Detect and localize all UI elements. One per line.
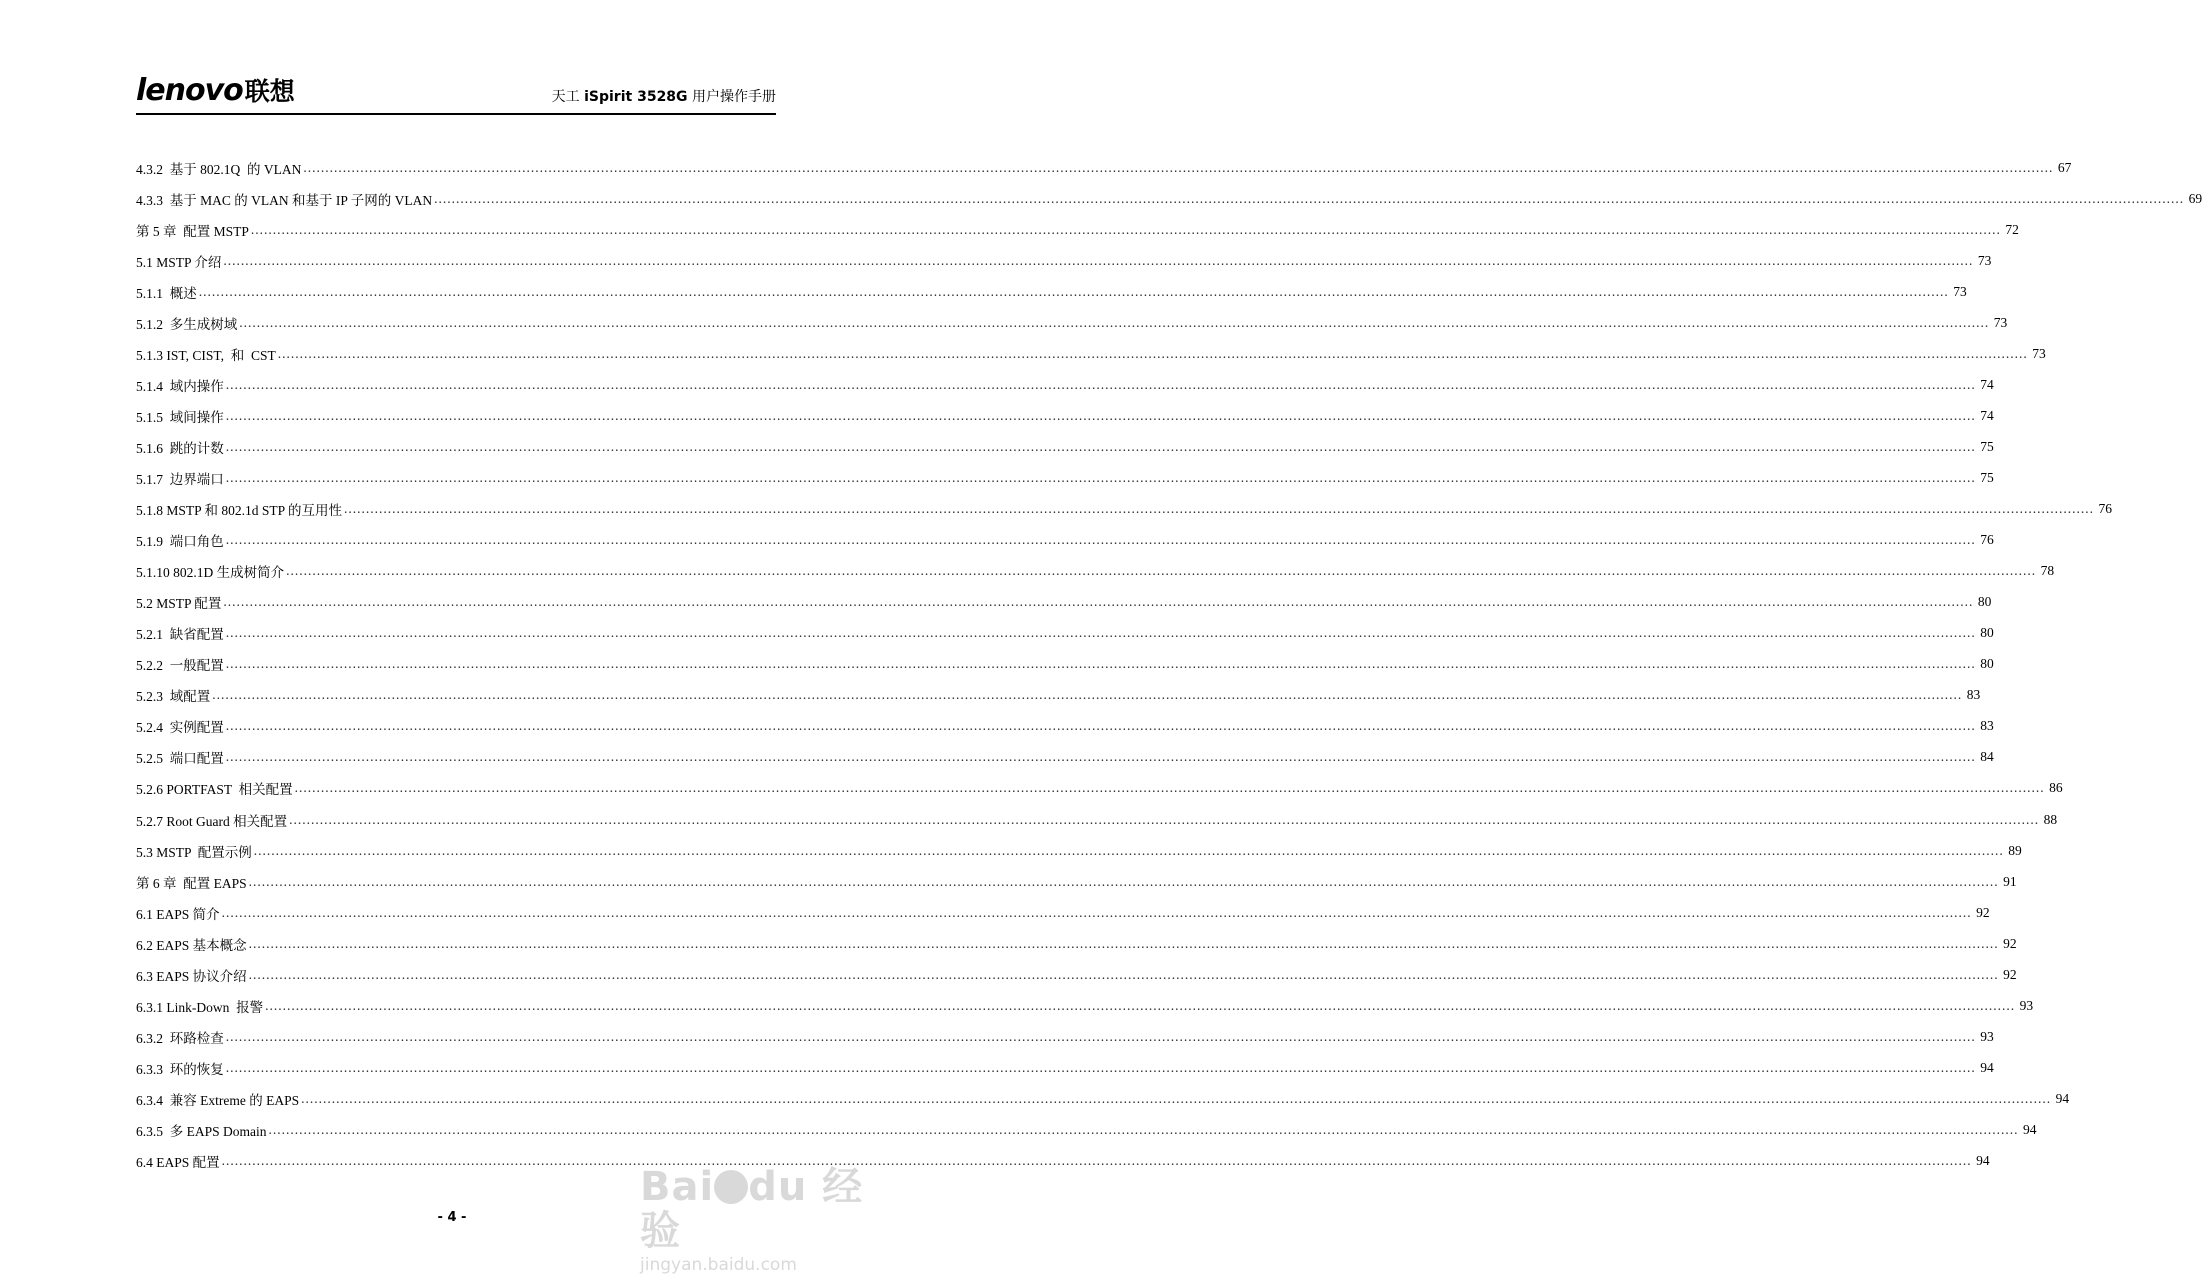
toc-entry-title: 4.3.2 基于 802.1Q 的 VLAN [136,161,302,177]
toc-dot-leader: ................................................................................................................................................................................................................................................................................................................................................................................................................ [344,501,2095,517]
toc-entry-page: 74 [1980,407,1994,423]
toc-entry[interactable] [136,431,1994,462]
toc-entry[interactable] [136,711,1994,742]
toc-entry-page: 76 [1980,532,1994,548]
toc-entry-page: 88 [2043,811,2058,827]
toc-entry-page: 94 [2055,1090,2070,1106]
document-title: 天工 iSpirit 3528G 用户操作手册 [551,89,776,105]
toc-entry[interactable] [136,462,1994,493]
toc-entry[interactable] [136,804,2058,835]
toc-entry[interactable] [136,525,1994,556]
toc-entry-title: 5.1.9 端口角色 [136,534,224,550]
toc-dot-leader: ................................................................................................................................................................................................................................................................................................................................................................................................................ [221,1153,1972,1169]
toc-dot-leader: ................................................................................................................................................................................................................................................................................................................................................................................................................ [248,873,1999,889]
toc-entry-title: 6.2 EAPS 基本概念 [136,937,247,953]
toc-entry[interactable] [136,556,2055,587]
toc-dot-leader: ................................................................................................................................................................................................................................................................................................................................................................................................................ [239,314,1990,330]
toc-entry-page: 83 [1980,718,1994,734]
toc-entry-page: 80 [1980,656,1994,672]
toc-dot-leader: ................................................................................................................................................................................................................................................................................................................................................................................................................ [225,1028,1976,1044]
toc-entry-title: 6.3.2 环路检查 [136,1030,224,1046]
toc-dot-leader: ................................................................................................................................................................................................................................................................................................................................................................................................................ [277,345,2028,361]
toc-entry-page: 69 [2188,190,2202,206]
toc-entry[interactable] [136,183,2202,214]
toc-entry[interactable] [136,1083,2070,1114]
toc-entry-title: 5.3 MSTP 配置示例 [136,844,252,860]
toc-entry-page: 72 [2005,221,2019,237]
toc-entry-page: 73 [1977,252,1992,268]
toc-entry[interactable] [136,959,2017,990]
toc-dot-leader: ................................................................................................................................................................................................................................................................................................................................................................................................................ [294,780,2045,796]
toc-entry[interactable] [136,214,2019,245]
toc-entry-title: 6.3.1 Link-Down 报警 [136,999,264,1015]
toc-entry-title: 5.1.5 域间操作 [136,409,224,425]
toc-dot-leader: ................................................................................................................................................................................................................................................................................................................................................................................................................ [301,1090,2052,1106]
toc-entry-title: 5.1.10 802.1D 生成树简介 [136,565,285,581]
toc-dot-leader: ................................................................................................................................................................................................................................................................................................................................................................................................................ [223,594,1974,610]
toc-entry-title: 5.2.1 缺省配置 [136,627,224,643]
toc-entry-page: 94 [1980,1059,1994,1075]
toc-entry-page: 94 [1976,1153,1990,1169]
toc-dot-leader: ................................................................................................................................................................................................................................................................................................................................................................................................................ [198,283,1949,299]
toc-entry-page: 74 [1980,376,1994,392]
toc-entry[interactable] [136,338,2046,369]
toc-entry-page: 73 [1953,283,1967,299]
toc-entry-title: 5.2.3 域配置 [136,689,211,705]
toc-entry-page: 73 [2032,345,2046,361]
toc-entry[interactable] [136,152,2072,183]
toc-entry-page: 91 [2003,873,2017,889]
toc-entry-title: 6.4 EAPS 配置 [136,1155,220,1171]
paw-icon [714,1170,748,1204]
toc-entry-title: 5.1.6 跳的计数 [136,440,224,456]
toc-entry-title: 5.1.4 域内操作 [136,378,224,394]
toc-entry-page: 80 [1980,625,1994,641]
toc-dot-leader: ................................................................................................................................................................................................................................................................................................................................................................................................................ [265,997,2016,1013]
toc-entry[interactable] [136,1052,1994,1083]
toc-entry-page: 94 [2023,1121,2037,1137]
toc-entry-page: 89 [2008,842,2022,858]
toc-entry[interactable] [136,742,1994,773]
toc-entry-page: 67 [2057,159,2072,175]
toc-dot-leader: ................................................................................................................................................................................................................................................................................................................................................................................................................ [225,469,1976,485]
toc-dot-leader: ................................................................................................................................................................................................................................................................................................................................................................................................................ [225,718,1976,734]
toc-entry-title: 5.2.6 PORTFAST 相关配置 [136,782,293,798]
toc-dot-leader: ................................................................................................................................................................................................................................................................................................................................................................................................................ [225,376,1976,392]
toc-dot-leader: ................................................................................................................................................................................................................................................................................................................................................................................................................ [225,438,1976,454]
toc-dot-leader: ................................................................................................................................................................................................................................................................................................................................................................................................................ [303,159,2054,175]
toc-entry-title: 5.1.3 IST, CIST, 和 CST [136,347,276,363]
toc-entry-page: 92 [2003,966,2017,982]
table-of-contents [136,152,2202,1177]
header-divider [136,113,776,115]
toc-entry[interactable] [136,928,2017,959]
toc-entry[interactable] [136,680,1981,711]
toc-dot-leader: ................................................................................................................................................................................................................................................................................................................................................................................................................ [250,221,2001,237]
toc-entry[interactable] [136,897,1990,928]
toc-entry-page: 93 [2019,997,2034,1013]
toc-entry-page: 92 [1976,904,1990,920]
toc-entry-title: 4.3.3 基于 MAC 的 VLAN 和基于 IP 子网的 VLAN [136,192,433,208]
toc-entry-title: 第 6 章 配置 EAPS [136,875,247,891]
toc-entry-title: 6.3.3 环的恢复 [136,1061,224,1077]
toc-entry-title: 5.1 MSTP 介绍 [136,254,222,270]
toc-dot-leader: ................................................................................................................................................................................................................................................................................................................................................................................................................ [286,563,2037,579]
toc-entry-page: 84 [1980,749,1994,765]
toc-entry-page: 73 [1993,314,2008,330]
toc-entry[interactable] [136,866,2017,897]
toc-entry[interactable] [136,1021,1994,1052]
toc-entry[interactable] [136,587,1992,618]
toc-entry-page: 86 [2049,780,2063,796]
toc-entry-title: 5.2.4 实例配置 [136,720,224,736]
toc-dot-leader: ................................................................................................................................................................................................................................................................................................................................................................................................................ [225,656,1976,672]
toc-entry[interactable] [136,1114,2037,1145]
toc-entry-page: 75 [1980,469,1994,485]
toc-entry-page: 76 [2098,501,2113,517]
page-header [136,74,776,112]
toc-dot-leader: ................................................................................................................................................................................................................................................................................................................................................................................................................ [289,811,2040,827]
toc-entry-title: 第 5 章 配置 MSTP [136,223,249,239]
toc-dot-leader: ................................................................................................................................................................................................................................................................................................................................................................................................................ [225,1059,1976,1075]
toc-entry-title: 5.2.7 Root Guard 相关配置 [136,813,288,829]
toc-entry[interactable] [136,618,1994,649]
toc-entry[interactable] [136,990,2034,1021]
toc-entry-title: 5.2 MSTP 配置 [136,596,222,612]
toc-entry[interactable] [136,773,2063,804]
toc-dot-leader: ................................................................................................................................................................................................................................................................................................................................................................................................................ [225,407,1976,423]
toc-entry-title: 6.3.5 多 EAPS Domain [136,1123,267,1139]
toc-dot-leader: ................................................................................................................................................................................................................................................................................................................................................................................................................ [223,252,1974,268]
toc-entry-title: 6.1 EAPS 简介 [136,906,220,922]
toc-dot-leader: ................................................................................................................................................................................................................................................................................................................................................................................................................ [268,1121,2019,1137]
toc-entry[interactable] [136,307,2008,338]
toc-entry[interactable] [136,276,1967,307]
toc-entry-title: 5.2.2 一般配置 [136,658,224,674]
toc-entry-title: 5.1.2 多生成树域 [136,316,238,332]
toc-entry-title: 5.1.7 边界端口 [136,471,224,487]
toc-entry-page: 92 [2003,935,2017,951]
toc-entry-title: 5.1.1 概述 [136,285,197,301]
toc-entry-page: 78 [2040,563,2055,579]
toc-dot-leader: ................................................................................................................................................................................................................................................................................................................................................................................................................ [248,935,1999,951]
toc-entry[interactable] [136,245,1992,276]
toc-entry-page: 75 [1980,438,1994,454]
toc-entry[interactable] [136,369,1994,400]
toc-dot-leader: ................................................................................................................................................................................................................................................................................................................................................................................................................ [225,625,1976,641]
toc-dot-leader: ................................................................................................................................................................................................................................................................................................................................................................................................................ [212,687,1963,703]
toc-dot-leader: ................................................................................................................................................................................................................................................................................................................................................................................................................ [221,904,1972,920]
toc-entry-title: 6.3 EAPS 协议介绍 [136,968,247,984]
page-number: - 4 - [437,1210,467,1225]
toc-entry-title: 5.1.8 MSTP 和 802.1d STP 的互用性 [136,503,343,519]
toc-dot-leader: ................................................................................................................................................................................................................................................................................................................................................................................................................ [434,190,2185,206]
toc-entry-title: 5.2.5 端口配置 [136,751,224,767]
toc-entry-title: 6.3.4 兼容 Extreme 的 EAPS [136,1092,300,1108]
toc-dot-leader: ................................................................................................................................................................................................................................................................................................................................................................................................................ [225,749,1976,765]
toc-entry-page: 80 [1977,594,1992,610]
toc-dot-leader: ................................................................................................................................................................................................................................................................................................................................................................................................................ [225,532,1976,548]
toc-entry[interactable] [136,400,1994,431]
toc-entry-page: 93 [1980,1028,1994,1044]
toc-entry-page: 83 [1966,687,1981,703]
baidu-watermark: Bai du 经验 jingyan.baidu.com [640,1164,864,1275]
lenovo-logo: lenovo联想 [136,73,295,108]
toc-dot-leader: ................................................................................................................................................................................................................................................................................................................................................................................................................ [248,966,1999,982]
toc-entry[interactable] [136,494,2113,525]
toc-entry[interactable] [136,649,1994,680]
toc-entry[interactable] [136,835,2022,866]
toc-dot-leader: ................................................................................................................................................................................................................................................................................................................................................................................................................ [253,842,2004,858]
